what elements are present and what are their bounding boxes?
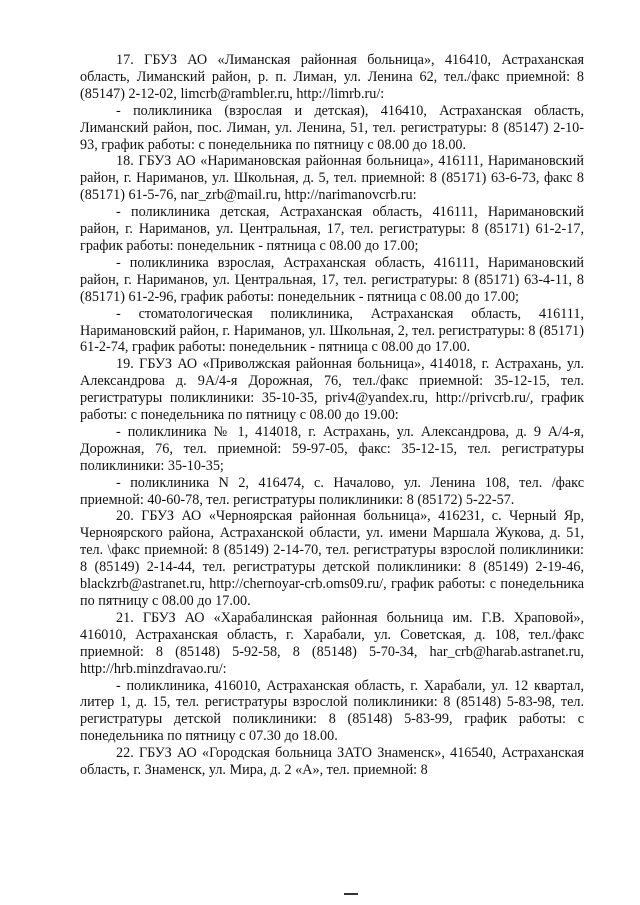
paragraph-18-dental-polyclinic: - стоматологическая поликлиника, Астраханская область, 416111, Наримановский район, г. Нариманов, ул. Школьная, 2, тел. регистратуры: 8 (85171) 61-2-74, график работы: понедельник - пятница с 08.00 до 17.00. (80, 305, 584, 356)
paragraph-20-chernoyarskaya: 20. ГБУЗ АО «Черноярская районная больница», 416231, с. Черный Яр, Черноярского района, Астраханской области, ул. имени Маршала Жукова, д. 51, тел. \факс приемной: 8 (85149) 2-14-70, тел. регистратуры взрослой поликлиники: 8 (85149) 2-14-44, тел. регистратуры детской поликлиники: 8 (85149) 2-19-46, blackzrb@astranet.ru, http://chernoyar-crb.oms09.ru/, график работы: с понедельника по пятницу с 08.00 до 17.00. (80, 508, 584, 609)
paragraph-22-znamensk: 22. ГБУЗ АО «Городская больница ЗАТО Знаменск», 416540, Астраханская область, г. Знаменск, ул. Мира, д. 2 «А», тел. приемной: 8 (80, 745, 584, 779)
paragraph-18-narimanovskaya: 18. ГБУЗ АО «Наримановская районная больница», 416111, Наримановский район, г. Нариманов, ул. Школьная, д. 5, тел. приемной: 8 (85171) 63-6-73, факс 8 (85171) 61-5-76, nar_zrb@mail.ru, http://narimanovcrb.ru: (80, 153, 584, 204)
paragraph-18-adult-polyclinic: - поликлиника взрослая, Астраханская область, 416111, Наримановский район, г. Нариманов, ул. Центральная, 17, тел. регистратуры: 8 (85171) 63-4-11, 8 (85171) 61-2-96, график работы: понедельник - пятница с 08.00 до 17.00; (80, 254, 584, 305)
paragraph-19-privolzhskaya: 19. ГБУЗ АО «Приволжская районная больница», 414018, г. Астрахань, ул. Александрова д. 9А/4-я Дорожная, 76, тел./факс приемной: 35-12-15, тел. регистратуры поликлиники: 35-10-35, priv4@yandex.ru, http://privcrb.ru/, график работы: с понедельника по пятницу с 08.00 до 19.00: (80, 356, 584, 424)
document-body (80, 52, 584, 779)
page-footer-mark (344, 893, 358, 895)
paragraph-17-polyclinic: - поликлиника (взрослая и детская), 416410, Астраханская область, Лиманский район, пос. Лиман, ул. Ленина, 51, тел. регистратуры: 8 (85147) 2-10-93, график работы: с понедельника по пятницу с 08.00 до 18.00. (80, 102, 584, 153)
paragraph-21-polyclinic: - поликлиника, 416010, Астраханская область, г. Харабали, ул. 12 квартал, литер 1, д. 15, тел. регистратуры взрослой поликлиники: 8 (85148) 5-83-98, тел. регистратуры детской поликлиники: 8 (85148) 5-83-99, график работы: с понедельника по пятницу с 07.30 до 18.00. (80, 677, 584, 745)
paragraph-19-polyclinic-1: - поликлиника № 1, 414018, г. Астрахань, ул. Александрова, д. 9 А/4-я, Дорожная, 76, тел. приемной: 59-97-05, факс: 35-12-15, тел. регистратуры поликлиники: 35-10-35; (80, 423, 584, 474)
paragraph-17-limanskaya: 17. ГБУЗ АО «Лиманская районная больница», 416410, Астраханская область, Лиманский район, р. п. Лиман, ул. Ленина 62, тел./факс приемной: 8 (85147) 2-12-02, limcrb@rambler.ru, http://limrb.ru/: (80, 52, 584, 102)
paragraph-18-children-polyclinic: - поликлиника детская, Астраханская область, 416111, Наримановский район, г. Нариманов, ул. Центральная, 17, тел. регистратуры: 8 (85171) 61-2-17, график работы: понедельник - пятница с 08.00 до 17.00; (80, 204, 584, 254)
paragraph-21-kharabalinskaya: 21. ГБУЗ АО «Харабалинская районная больница им. Г.В. Храповой», 416010, Астраханская область, г. Харабали, ул. Советская, д. 108, тел./факс приемной: 8 (85148) 5-92-58, 8 (85148) 5-70-34, har_crb@harab.astranet.ru, http://hrb.minzdravao.ru/: (80, 609, 584, 677)
paragraph-19-polyclinic-2: - поликлиника N 2, 416474, с. Началово, ул. Ленина 108, тел. /факс приемной: 40-60-78, тел. регистратуры поликлиники: 8 (85172) 5-22-57. (80, 474, 584, 508)
